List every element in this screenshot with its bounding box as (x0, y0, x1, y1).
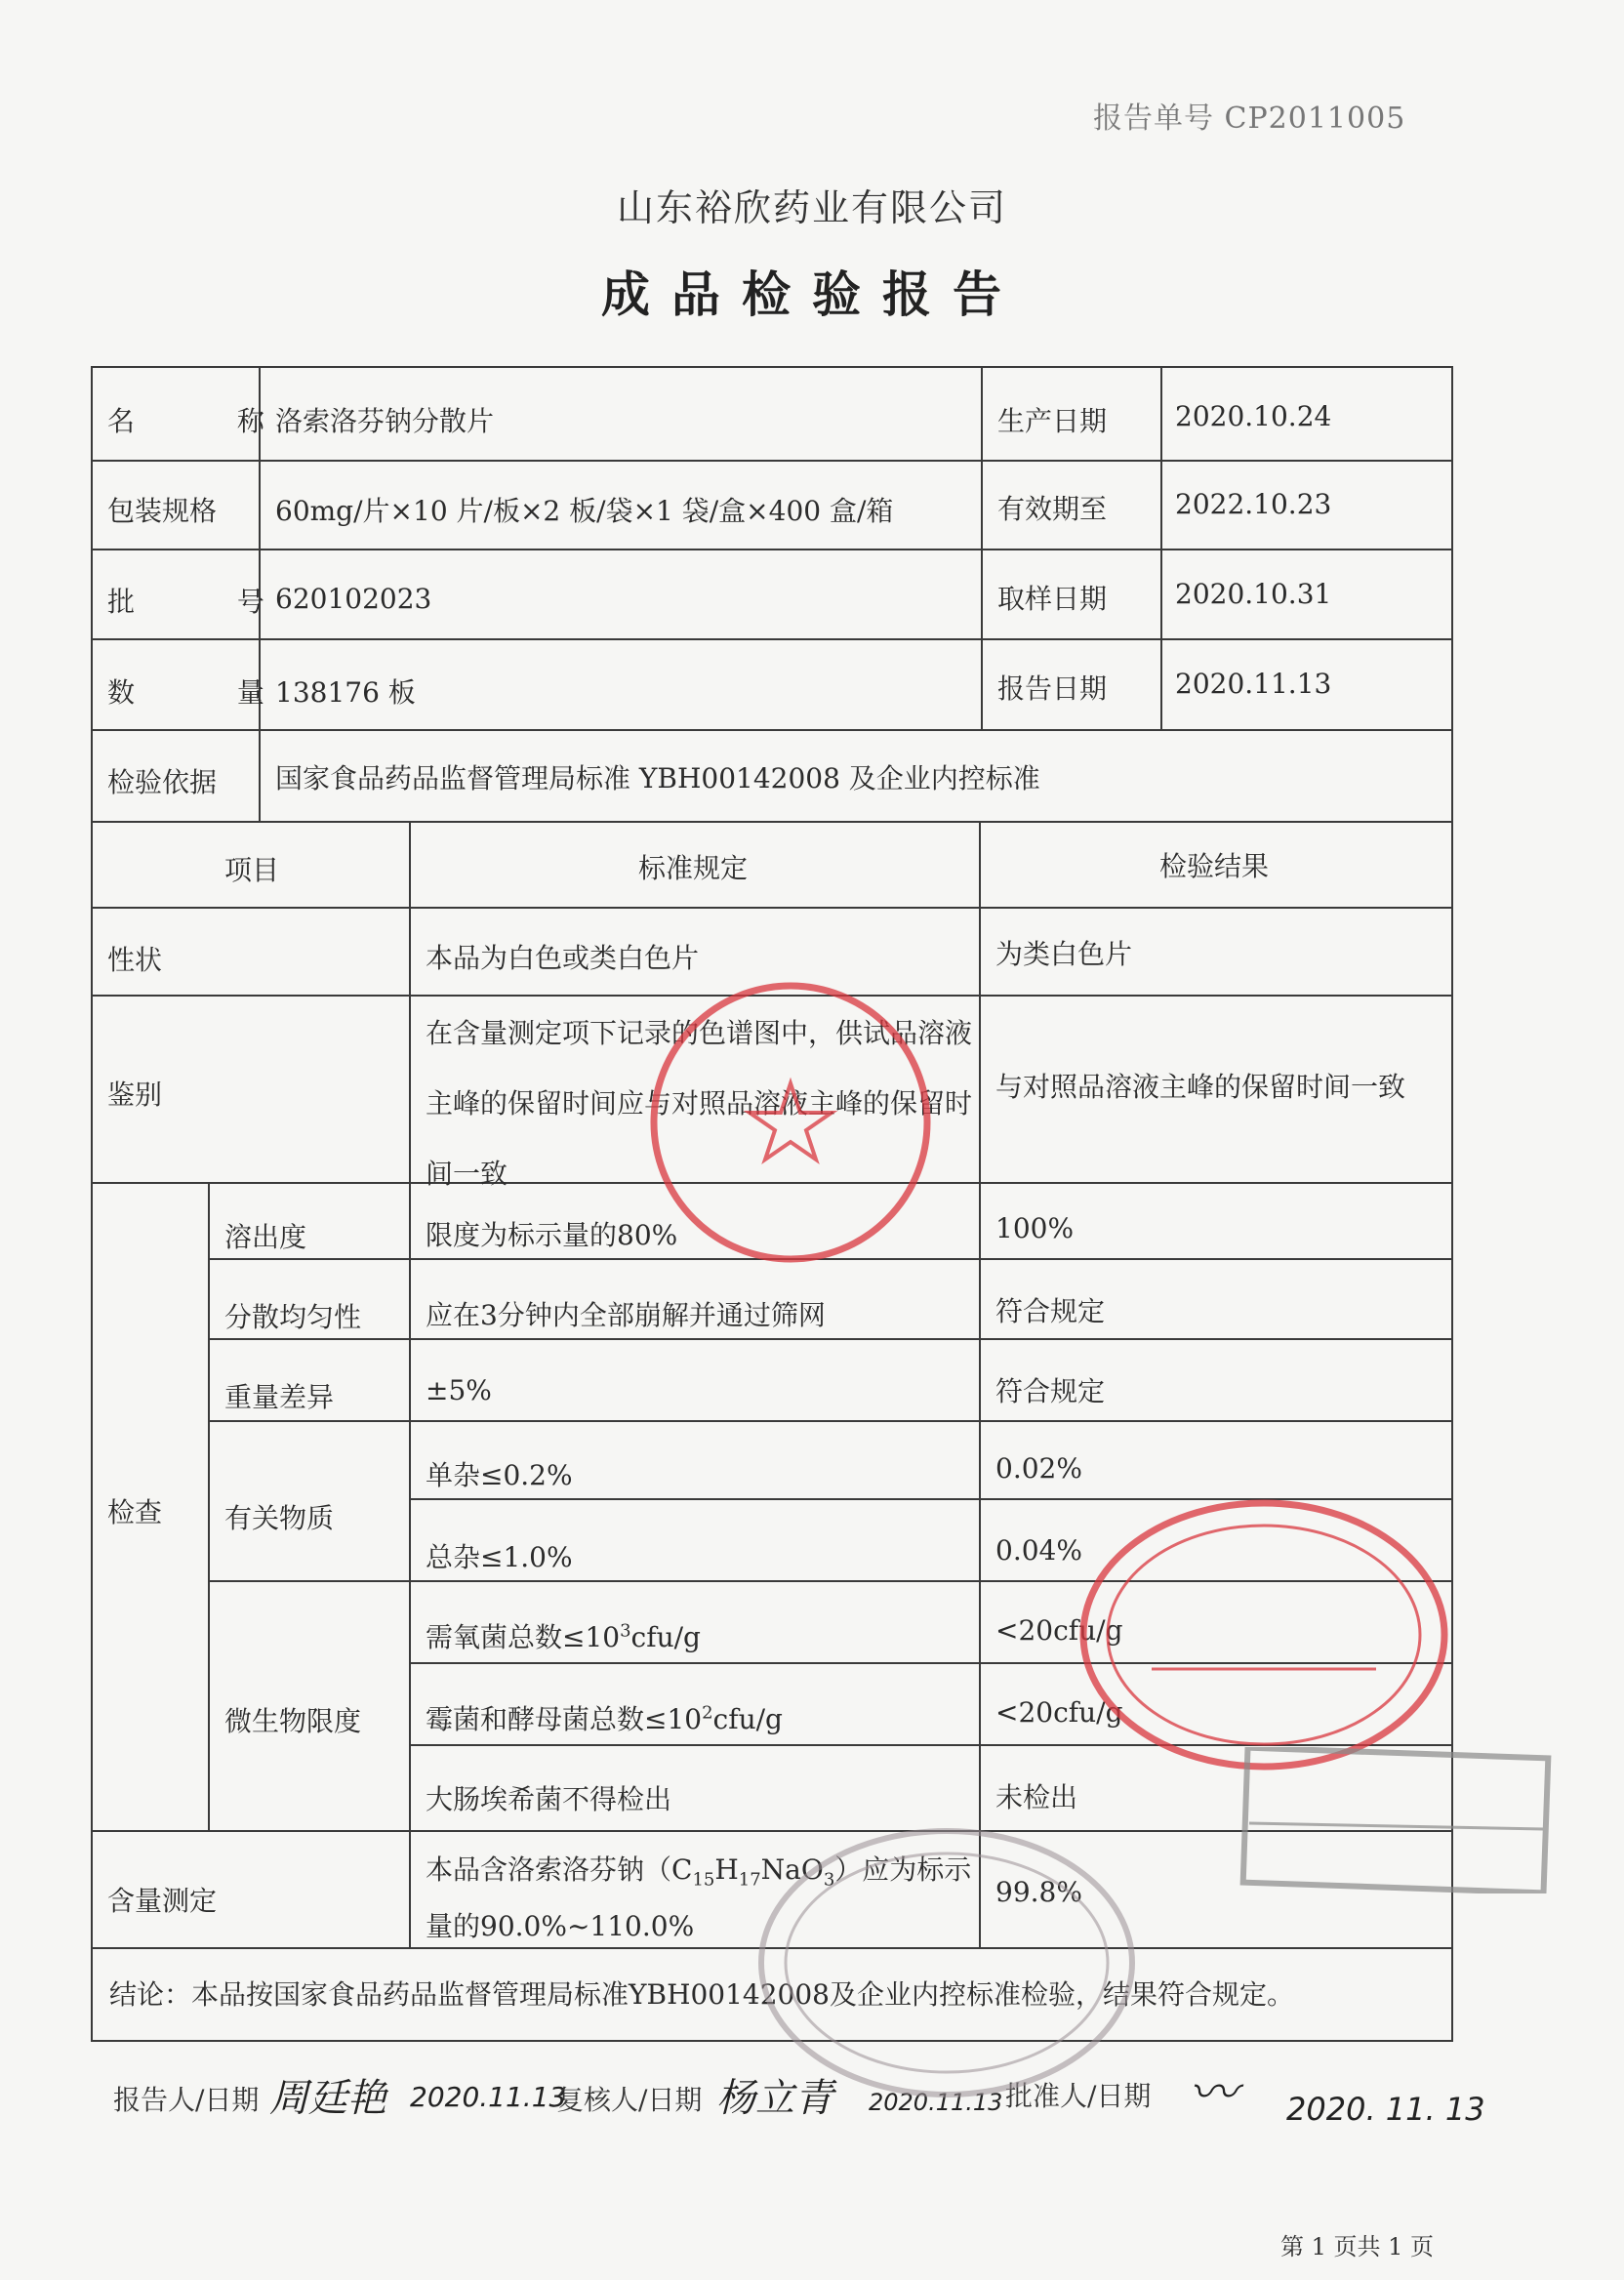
batch-value: 620102023 (275, 583, 432, 615)
total-imp-standard: 总杂≤1.0% (426, 1541, 573, 1573)
assay-item: 含量测定 (107, 1885, 218, 1917)
dissolution-standard: 限度为标示量的80% (426, 1219, 678, 1251)
dissolution-result: 100% (995, 1212, 1075, 1244)
assay-standard-line2: 量的90.0%~110.0% (426, 1910, 695, 1942)
spec-label: 包装规格 (107, 495, 218, 527)
identification-item: 鉴别 (107, 1079, 163, 1111)
prod-date-value: 2020.10.24 (1175, 400, 1332, 432)
assay-result: 99.8% (995, 1876, 1082, 1908)
expiry-value: 2022.10.23 (1175, 488, 1332, 520)
micro-label: 微生物限度 (224, 1705, 362, 1737)
ecoli-result: 未检出 (995, 1781, 1078, 1813)
reviewer-label: 复核人/日期 (556, 2084, 703, 2116)
aerobic-result: <20cfu/g (995, 1614, 1123, 1647)
sample-date-value: 2020.10.31 (1175, 578, 1332, 610)
reporter-date: 2020.11.13 (410, 2081, 567, 2113)
identification-result: 与对照品溶液主峰的保留时间一致 (995, 1071, 1406, 1103)
approver-signature: 〰 (1189, 2064, 1238, 2121)
head-result: 检验结果 (1159, 850, 1270, 882)
report-number: 报告单号 CP2011005 (1093, 102, 1406, 136)
approver-label: 批准人/日期 (1005, 2080, 1152, 2112)
aerobic-standard: 需氧菌总数$\le 10^3cfu/g$ (426, 1620, 701, 1653)
sample-date-label: 取样日期 (997, 583, 1108, 615)
related-label: 有关物质 (224, 1502, 335, 1534)
name-value: 洛索洛芬钠分散片 (275, 405, 495, 437)
appearance-result: 为类白色片 (995, 938, 1133, 970)
qty-label: 数 量 (107, 676, 311, 709)
dispersion-standard: 应在3分钟内全部崩解并通过筛网 (426, 1299, 826, 1331)
reporter-signature: 周廷艳 (269, 2076, 386, 2121)
ecoli-standard: 大肠埃希菌不得检出 (426, 1783, 672, 1815)
check-label: 检查 (107, 1496, 163, 1528)
head-item: 项目 (224, 854, 280, 886)
dispersion-result: 符合规定 (995, 1295, 1106, 1327)
approver-date: 2020. 11. 13 (1286, 2091, 1485, 2128)
mold-result: <20cfu/g (995, 1696, 1123, 1729)
single-imp-result: 0.02% (995, 1452, 1082, 1485)
dissolution-item: 溶出度 (224, 1221, 307, 1253)
total-imp-result: 0.04% (995, 1534, 1082, 1567)
report-date-value: 2020.11.13 (1175, 668, 1332, 700)
basis-label: 检验依据 (107, 766, 218, 798)
appearance-standard: 本品为白色或类白色片 (426, 942, 700, 974)
assay-standard-line1: 本品含洛索洛芬钠$(C_{15}H_{17}NaO_3)$应为标示 (426, 1853, 972, 1891)
weight-standard: ±5% (426, 1374, 492, 1406)
report-date-label: 报告日期 (997, 672, 1108, 705)
reporter-label: 报告人/日期 (113, 2084, 260, 2116)
expiry-label: 有效期至 (997, 493, 1108, 525)
weight-result: 符合规定 (995, 1375, 1106, 1407)
basis-value: 国家食品药品监督管理局标准 YBH00142008 及企业内控标准 (275, 762, 1040, 794)
batch-label: 批 号 (107, 586, 311, 618)
qty-value: 138176 板 (275, 676, 416, 709)
dispersion-item: 分散均匀性 (224, 1301, 362, 1333)
appearance-item: 性状 (107, 944, 163, 976)
head-standard: 标准规定 (638, 852, 749, 884)
prod-date-label: 生产日期 (997, 405, 1108, 437)
mold-standard: 霉菌和酵母菌总数$\le 10^2cfu/g$ (426, 1702, 783, 1735)
spec-value: 60mg/片×10 片/板×2 板/袋×1 袋/盒×400 盒/箱 (275, 495, 894, 527)
page-title: 成品检验报告 (601, 265, 1023, 323)
reviewer-signature: 杨立青 (716, 2076, 833, 2121)
identification-standard: 在含量测定项下记录的色谱图中，供试品溶液主峰的保留时间应与对照品溶液主峰的保留时间一致 (426, 1017, 973, 1190)
single-imp-standard: 单杂≤0.2% (426, 1459, 573, 1491)
company-name: 山东裕欣药业有限公司 (616, 186, 1007, 229)
page-number: 第 1 页共 1 页 (1280, 2233, 1435, 2260)
conclusion: 结论：本品按国家食品药品监督管理局标准YBH00142008及企业内控标准检验，结果符合规定。 (109, 1978, 1294, 2011)
reviewer-date: 2020.11.13 (869, 2089, 1003, 2116)
weight-item: 重量差异 (224, 1381, 335, 1413)
name-label: 名 称 (107, 405, 311, 437)
